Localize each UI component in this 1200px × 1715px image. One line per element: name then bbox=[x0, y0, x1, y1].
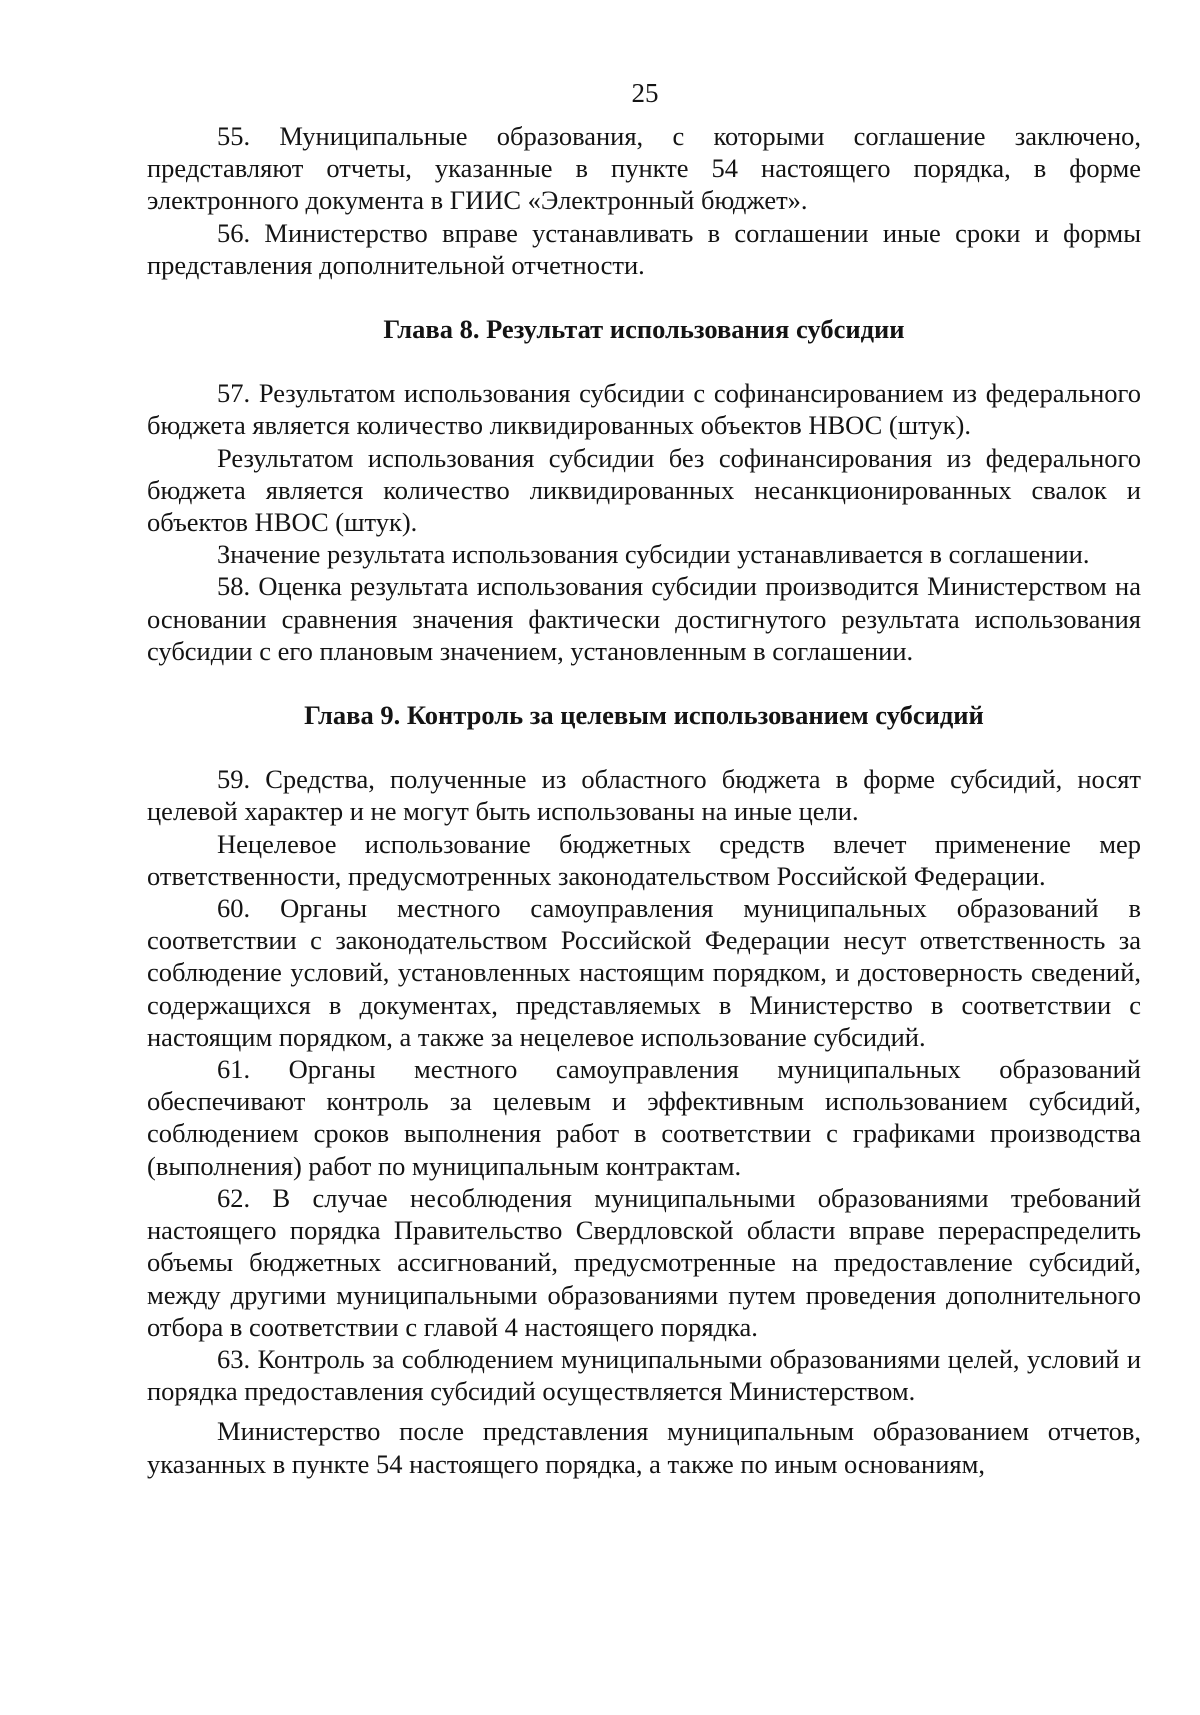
chapter-9-heading: Глава 9. Контроль за целевым использованием субсидий bbox=[304, 700, 984, 731]
paragraph-62: 62. В случае несоблюдения муниципальными образованиями требований настоящего порядка Правительство Свердловской области вправе перераспределить объемы бюджетных ассигнований, предусмотренные на предоставление субсидий, между другими муниципальными образованиями путем проведения дополнительного отбора в соответствии с главой 4 настоящего порядка. bbox=[147, 1182, 1141, 1342]
spacer bbox=[147, 1407, 1141, 1415]
chapter-8-heading: Глава 8. Результат использования субсидии bbox=[383, 314, 905, 345]
paragraph-57-part-2: Результатом использования субсидии без софинансирования из федерального бюджета является количество ликвидированных несанкционированных свалок и объектов НВОС (штук). bbox=[147, 442, 1141, 538]
paragraph-59: 59. Средства, полученные из областного бюджета в форме субсидий, носят целевой характер и не могут быть использованы на иные цели. bbox=[147, 764, 1141, 827]
paragraph-57-part-3: Значение результата использования субсидии устанавливается в соглашении. bbox=[217, 539, 1090, 570]
paragraph-63-part-2: Министерство после представления муниципальным образованием отчетов, указанных в пункте 54 настоящего порядка, а также по иным основаниям, bbox=[147, 1416, 1141, 1479]
document-body bbox=[147, 120, 1141, 1480]
spacer bbox=[147, 345, 1141, 377]
paragraph-56: 56. Министерство вправе устанавливать в соглашении иные сроки и формы представления дополнительной отчетности. bbox=[147, 217, 1141, 280]
page-number: 25 bbox=[631, 78, 659, 108]
paragraph-55: 55. Муниципальные образования, с которыми соглашение заключено, представляют отчеты, указанные в пункте 54 настоящего порядка, в форме электронного документа в ГИИС «Электронный бюджет». bbox=[147, 121, 1141, 216]
paragraph-57: 57. Результатом использования субсидии с софинансированием из федерального бюджета является количество ликвидированных объектов НВОС (штук). bbox=[147, 378, 1141, 441]
paragraph-63: 63. Контроль за соблюдением муниципальными образованиями целей, условий и порядка предоставления субсидий осуществляется Министерством. bbox=[147, 1343, 1141, 1407]
spacer bbox=[147, 281, 1141, 313]
spacer bbox=[147, 731, 1141, 763]
paragraph-61: 61. Органы местного самоуправления муниципальных образований обеспечивают контроль за целевым и эффективным использованием субсидий, соблюдением сроков выполнения работ в соответствии с графиками производства (выполнения) работ по муниципальным контрактам. bbox=[147, 1054, 1141, 1181]
spacer bbox=[147, 667, 1141, 699]
paragraph-59-part-2: Нецелевое использование бюджетных средств влечет применение мер ответственности, предусмотренных законодательством Российской Федерации. bbox=[147, 828, 1141, 891]
paragraph-58: 58. Оценка результата использования субсидии производится Министерством на основании сравнения значения фактически достигнутого результата использования субсидии с его плановым значением, установленным в соглашении. bbox=[147, 571, 1141, 666]
paragraph-60: 60. Органы местного самоуправления муниципальных образований в соответствии с законодательством Российской Федерации несут ответственность за соблюдение условий, установленных настоящим порядком, и достоверность сведений, содержащихся в документах, представляемых в Министерство в соответствии с настоящим порядком, а также за нецелевое использование субсидий. bbox=[147, 893, 1141, 1052]
